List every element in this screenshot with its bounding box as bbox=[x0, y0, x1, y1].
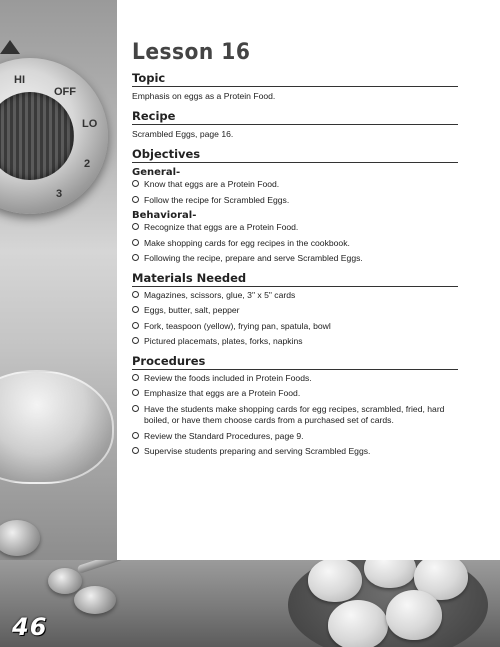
list-item-text: Supervise students preparing and serving Scrambled Eggs. bbox=[144, 446, 371, 457]
list-item-text: Follow the recipe for Scrambled Eggs. bbox=[144, 194, 290, 205]
list-item bbox=[132, 253, 458, 264]
materials-list bbox=[132, 290, 458, 348]
knob-label-3: 3 bbox=[56, 188, 63, 200]
measuring-spoon-image bbox=[74, 586, 116, 614]
list-item bbox=[132, 238, 458, 249]
knob-grip bbox=[0, 92, 74, 180]
egg-image bbox=[328, 600, 388, 647]
list-item bbox=[132, 446, 458, 457]
procedures-list bbox=[132, 373, 458, 458]
list-item bbox=[132, 290, 458, 301]
list-item-text: Eggs, butter, salt, pepper bbox=[144, 305, 240, 316]
list-item bbox=[132, 336, 458, 347]
topic-heading: Topic bbox=[132, 71, 458, 87]
list-item-text: Following the recipe, prepare and serve Scrambled Eggs. bbox=[144, 253, 363, 264]
circle-bullet-icon bbox=[132, 196, 139, 203]
topic-text: Emphasis on eggs as a Protein Food. bbox=[132, 91, 276, 101]
list-item bbox=[132, 179, 458, 190]
measuring-spoon-image bbox=[48, 568, 82, 594]
list-item bbox=[132, 321, 458, 332]
glass-bowl-image bbox=[0, 370, 114, 484]
eggs-photo bbox=[0, 560, 500, 647]
page-number: 46 bbox=[12, 613, 48, 641]
materials-heading: Materials Needed bbox=[132, 271, 458, 287]
behavioral-subheading: Behavioral- bbox=[132, 210, 197, 222]
list-item bbox=[132, 388, 458, 399]
list-item-text: Make shopping cards for egg recipes in the cookbook. bbox=[144, 237, 350, 248]
list-item bbox=[132, 222, 458, 233]
circle-bullet-icon bbox=[132, 254, 139, 261]
list-item bbox=[132, 431, 458, 442]
lesson-title: Lesson 16 bbox=[132, 40, 251, 65]
egg-bowl-image bbox=[288, 560, 488, 647]
measuring-spoon-image bbox=[0, 520, 40, 556]
lesson-content bbox=[132, 40, 458, 462]
list-item-text: Recognize that eggs are a Protein Food. bbox=[144, 222, 299, 233]
circle-bullet-icon bbox=[132, 447, 139, 454]
spoon-handle bbox=[77, 560, 127, 574]
egg-image bbox=[386, 590, 442, 640]
list-item-text: Have the students make shopping cards for egg recipes, scrambled, fried, hard boiled, or have them choose cards from a purchased set of cards. bbox=[144, 403, 445, 425]
recipe-heading: Recipe bbox=[132, 109, 458, 125]
general-objectives-list bbox=[132, 179, 458, 206]
list-item-text: Emphasize that eggs are a Protein Food. bbox=[144, 388, 301, 399]
recipe-text: Scrambled Eggs, page 16. bbox=[132, 129, 234, 139]
circle-bullet-icon bbox=[132, 432, 139, 439]
list-item bbox=[132, 305, 458, 316]
kitchen-photo bbox=[0, 0, 117, 560]
circle-bullet-icon bbox=[132, 322, 139, 329]
list-item bbox=[132, 373, 458, 384]
circle-bullet-icon bbox=[132, 306, 139, 313]
list-item bbox=[132, 195, 458, 206]
list-item-text: Magazines, scissors, glue, 3" x 5" cards bbox=[144, 289, 296, 300]
list-item bbox=[132, 404, 458, 426]
list-item-text: Know that eggs are a Protein Food. bbox=[144, 179, 280, 189]
knob-label-lo: LO bbox=[82, 118, 98, 130]
circle-bullet-icon bbox=[132, 337, 139, 344]
circle-bullet-icon bbox=[132, 223, 139, 230]
knob-label-2: 2 bbox=[84, 158, 91, 170]
circle-bullet-icon bbox=[132, 374, 139, 381]
knob-label-hi: HI bbox=[14, 74, 25, 86]
egg-image bbox=[364, 560, 416, 588]
stove-knob-image bbox=[0, 58, 108, 214]
general-subheading: General- bbox=[132, 167, 181, 178]
egg-image bbox=[308, 560, 362, 602]
list-item-text: Review the foods included in Protein Foods. bbox=[144, 372, 312, 383]
knob-label-off: OFF bbox=[54, 86, 76, 98]
procedures-heading: Procedures bbox=[132, 354, 458, 370]
objectives-heading: Objectives bbox=[132, 147, 458, 163]
circle-bullet-icon bbox=[132, 180, 139, 187]
knob-pointer-icon bbox=[0, 40, 20, 54]
circle-bullet-icon bbox=[132, 291, 139, 298]
list-item-text: Review the Standard Procedures, page 9. bbox=[144, 430, 304, 441]
list-item-text: Pictured placemats, plates, forks, napkins bbox=[144, 336, 303, 347]
list-item-text: Fork, teaspoon (yellow), frying pan, spatula, bowl bbox=[144, 320, 331, 331]
behavioral-objectives-list bbox=[132, 222, 458, 264]
circle-bullet-icon bbox=[132, 239, 139, 246]
circle-bullet-icon bbox=[132, 389, 139, 396]
circle-bullet-icon bbox=[132, 405, 139, 412]
